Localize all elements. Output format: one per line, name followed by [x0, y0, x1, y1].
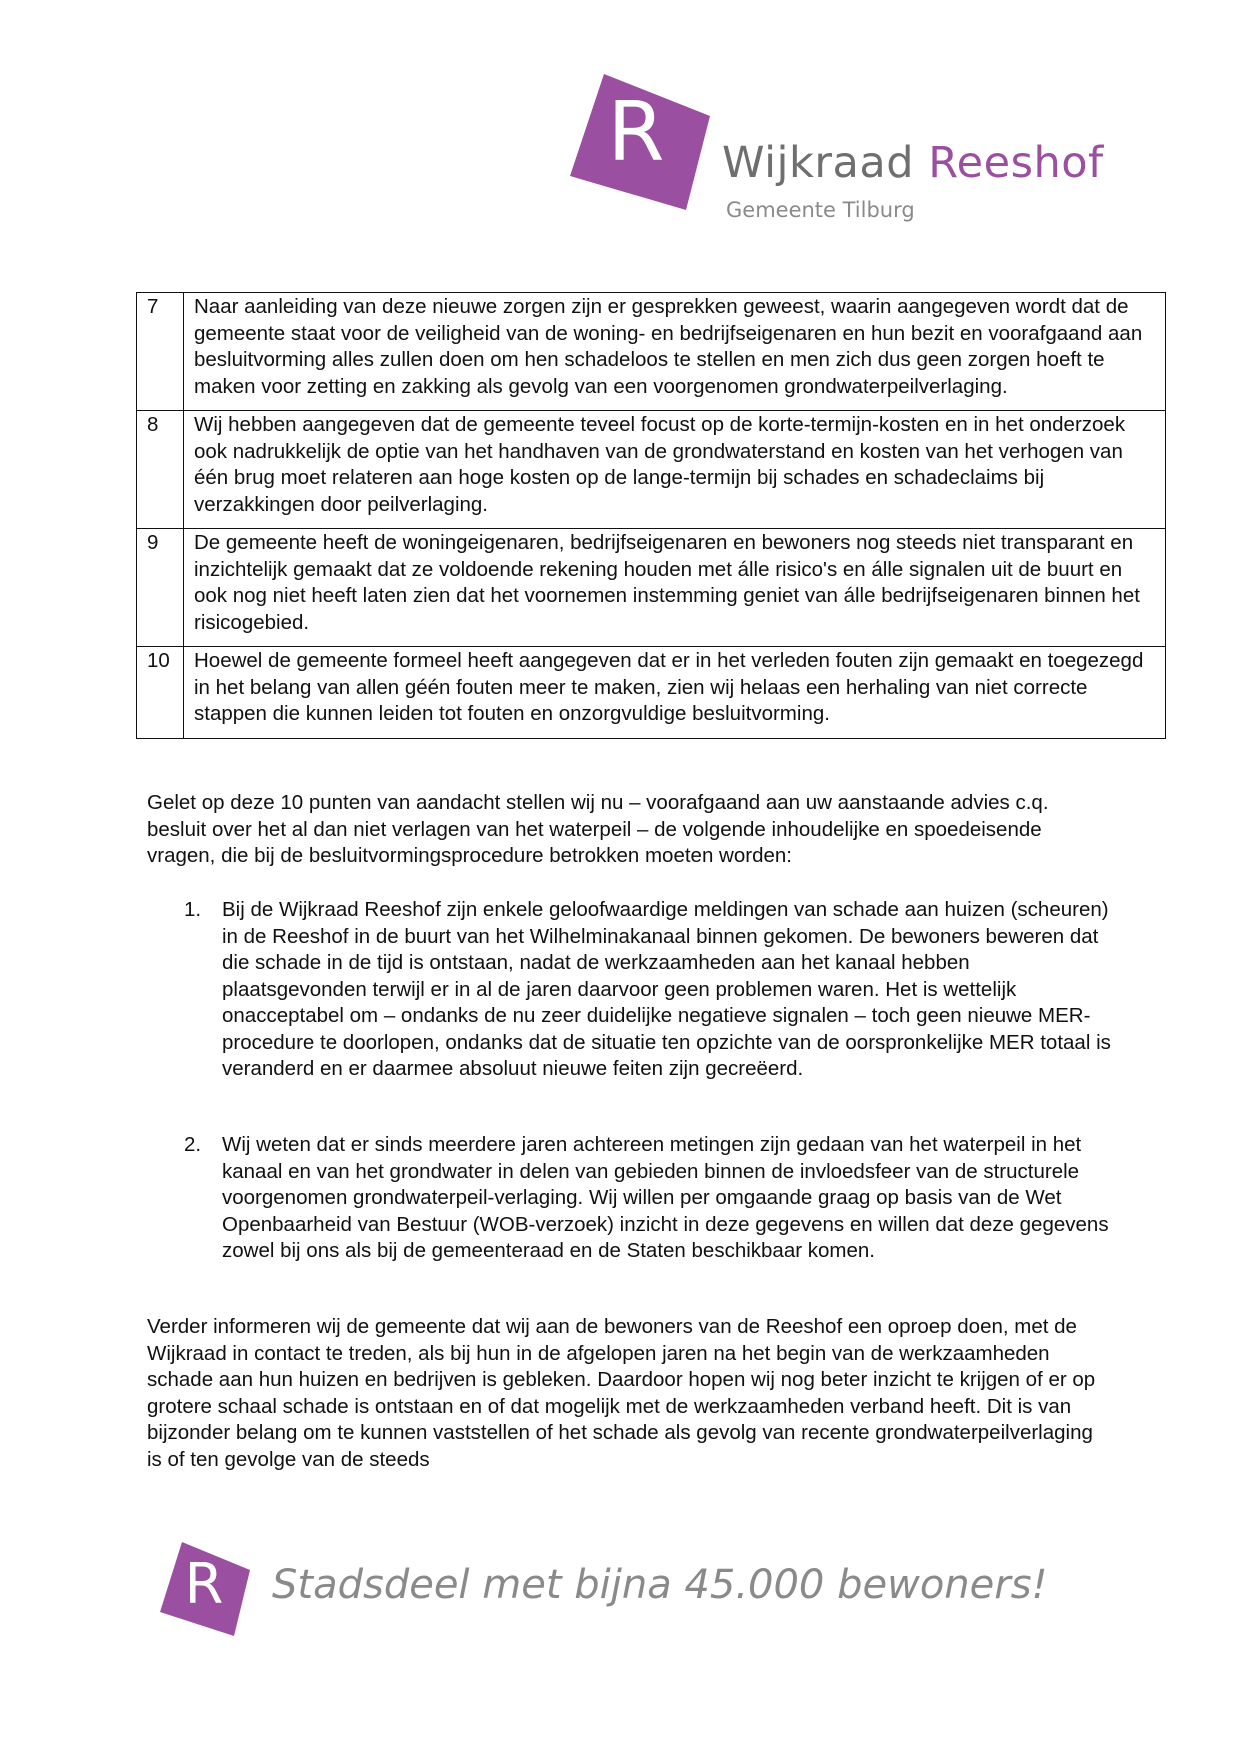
points-table	[136, 292, 1166, 739]
footer-logo	[160, 1540, 1120, 1650]
footer-logo-mark-icon	[160, 1540, 256, 1640]
closing-paragraph: Verder informeren wij de gemeente dat wij aan de bewoners van de Reeshof een oproep doen, met de Wijkraad in contact te treden, als bij hun in de afgelopen jaren na het begin van de werkzaamheden schade aan hun huizen en bedrijven is gebleken. Daardoor hopen wij nog beter inzicht te krijgen of er op grotere schaal schade is ontstaan en of dat mogelijk met de werkzaamheden verband heeft. Dit is van bijzonder belang om te kunnen vaststellen of het schade als gevolg van recente grondwaterpeilverlaging is of ten gevolge van de steeds	[147, 1315, 1096, 1471]
list-item-text: Wij weten dat er sinds meerdere jaren achtereen metingen zijn gedaan van het waterpeil in het kanaal en van het grondwater in delen van gebieden binnen de invloedsfeer van de structurele voorgenomen grondwaterpeil-verlaging. Wij willen per omgaande graag op basis van de Wet Openbaarheid van Bestuur (WOB-verzoek) inzicht in deze gegevens en willen dat deze gegevens zowel bij ons als bij de gemeenteraad en de Staten beschikbaar komen.	[222, 1133, 1109, 1262]
point-number: 9	[137, 529, 184, 647]
footer-slogan: Stadsdeel met bijna 45.000 bewoners!	[272, 1562, 1048, 1608]
list-item-number: 2.	[184, 1133, 202, 1156]
list-item-number: 1.	[184, 898, 202, 921]
point-text: Hoewel de gemeente formeel heeft aangegeven dat er in het verleden fouten zijn gemaakt en toegezegd in het belang van allen géén fouten meer te maken, zien wij helaas een herhaling van niet correcte stappen die kunnen leiden tot fouten en onzorgvuldige besluitvorming.	[184, 647, 1166, 739]
point-number: 7	[137, 293, 184, 411]
svg-text:R: R	[607, 85, 665, 180]
table-row	[137, 411, 1166, 529]
svg-text:R: R	[184, 1552, 224, 1617]
point-number: 8	[137, 411, 184, 529]
brand-subtitle: Gemeente Tilburg	[726, 198, 915, 222]
brand-name	[722, 138, 1104, 188]
point-text: De gemeente heeft de woningeigenaren, bedrijfseigenaren en bewoners nog steeds niet transparant en inzichtelijk gemaakt dat ze voldoende rekening houden met álle risico's en álle signalen uit de buurt en ook nog niet heeft laten zien dat het voornemen instemming geniet van álle bedrijfseigenaren binnen het risicogebied.	[184, 529, 1166, 647]
logo-mark-icon	[570, 72, 720, 217]
intro-paragraph: Gelet op deze 10 punten van aandacht stellen wij nu – voorafgaand aan uw aanstaande advies c.q. besluit over het al dan niet verlagen van het waterpeil – de volgende inhoudelijke en spoedeisende vragen, die bij de besluitvormingsprocedure betrokken moeten worden:	[147, 791, 1049, 867]
table-row	[137, 647, 1166, 739]
table-row	[137, 529, 1166, 647]
table-row	[137, 293, 1166, 411]
header-logo	[570, 72, 1104, 242]
list-item-text: Bij de Wijkraad Reeshof zijn enkele geloofwaardige meldingen van schade aan huizen (scheuren) in de Reeshof in de buurt van het Wilhelminakanaal binnen gekomen. De bewoners beweren dat die schade in de tijd is ontstaan, nadat de werkzaamheden aan het kanaal hebben plaatsgevonden terwijl er in al de jaren daarvoor geen problemen waren. Het is wettelijk onacceptabel om – ondanks de nu zeer duidelijke negatieve signalen – toch geen nieuwe MER-procedure te doorlopen, ondanks dat de situatie ten opzichte van de oorspronkelijke MER totaal is veranderd en er daarmee absoluut nieuwe feiten zijn gecreëerd.	[222, 898, 1111, 1080]
point-text: Wij hebben aangegeven dat de gemeente teveel focust op de korte-termijn-kosten en in het onderzoek ook nadrukkelijk de optie van het handhaven van de grondwaterstand en kosten van het verhogen van één brug moet relateren aan hoge kosten op de lange-termijn bij schades en schadeclaims bij verzakkingen door peilverlaging.	[184, 411, 1166, 529]
brand-name-first: Wijkraad	[722, 138, 915, 188]
brand-name-second: Reeshof	[928, 138, 1104, 188]
point-text: Naar aanleiding van deze nieuwe zorgen zijn er gesprekken geweest, waarin aangegeven wordt dat de gemeente staat voor de veiligheid van de woning- en bedrijfseigenaren en hun bezit en voorafgaand aan besluitvorming alles zullen doen om hen schadeloos te stellen en men zich dus geen zorgen hoeft te maken voor zetting en zakking als gevolg van een voorgenomen grondwaterpeilverlaging.	[184, 293, 1166, 411]
point-number: 10	[137, 647, 184, 739]
